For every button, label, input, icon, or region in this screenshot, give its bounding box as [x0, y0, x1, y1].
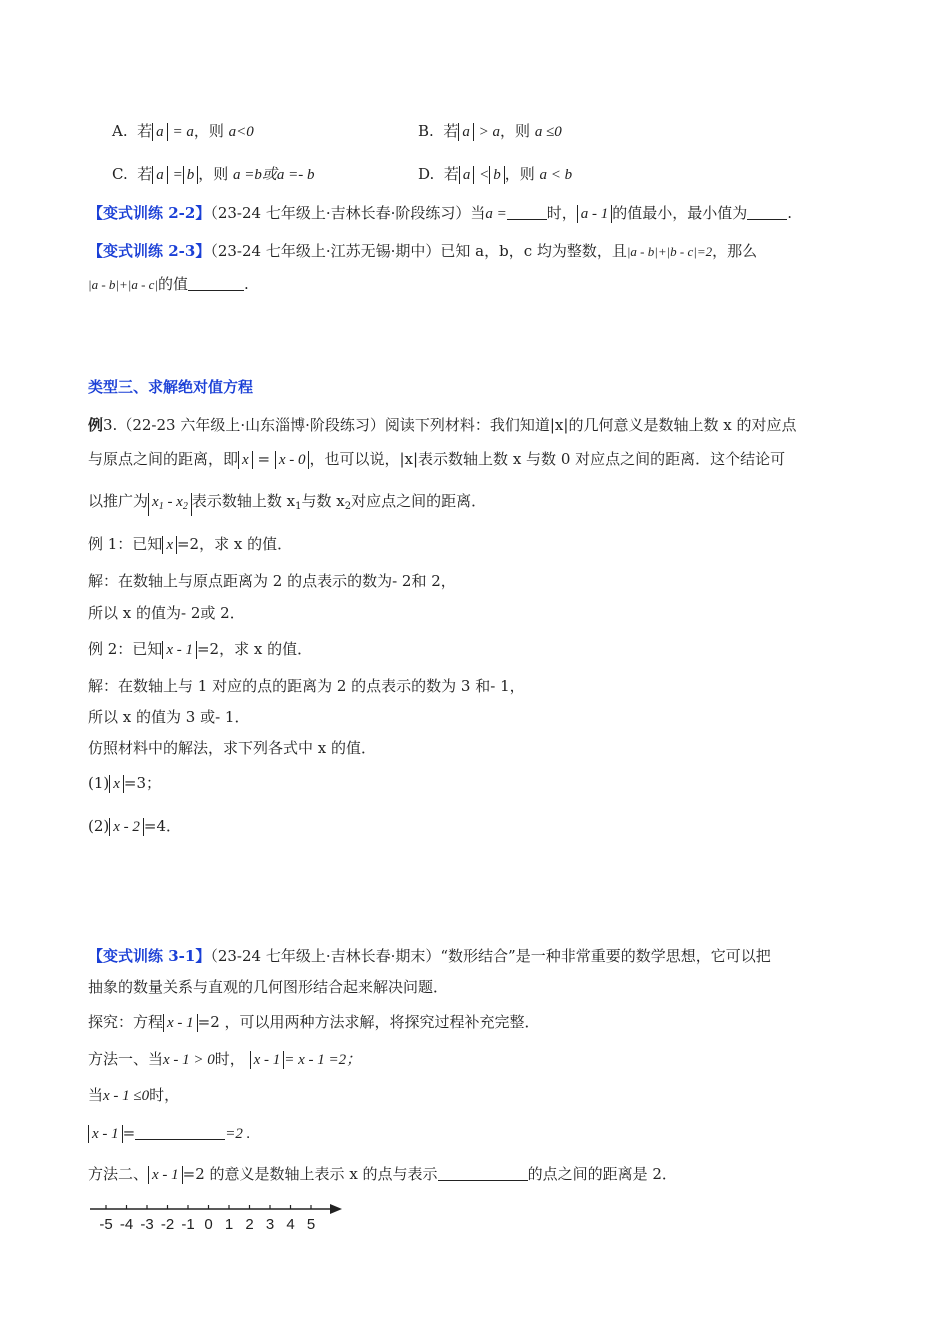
answer-blank[interactable]: [188, 274, 244, 291]
method-1: 方法一、当x - 1 > 0时， x - 1 = x - 1 =2；: [88, 1050, 362, 1068]
example-3-line-2: 与原点之间的距离，即 x = x - 0 ，也可以说，|x|表示数轴上数 x 与数 0 对应点之间的距离．这个结论可: [88, 450, 786, 468]
number-line-label: -4: [119, 1216, 134, 1233]
number-line-label: 5: [306, 1216, 316, 1233]
exercise-2-2: 【变式训练 2-2】（23-24 七年级上·吉林长春·阶段练习）当a = 时， a - 1 的值最小，最小值为 .: [88, 204, 793, 222]
option-c: C. 若 a = b ，则 a =b或a =- b: [112, 165, 315, 183]
exercise-3-1-line-3: 探究：方程 x - 1 =2 ，可以用两种方法求解，将探究过程补充完整．: [88, 1013, 540, 1031]
solution-2-conclusion: 所以 x 的值为 3 或- 1．: [88, 708, 250, 726]
answer-blank[interactable]: [135, 1123, 225, 1140]
answer-blank[interactable]: [438, 1164, 528, 1181]
exercise-2-3: 【变式训练 2-3】（23-24 七年级上·江苏无锡·期中）已知 a，b，c 均为整数，且|a - b|+|b - c|=2，那么: [88, 242, 758, 260]
exercise-3-1-line-1: 【变式训练 3-1】（23-24 七年级上·吉林长春·期末）“数形结合”是一种非常重要的数学思想，它可以把: [88, 947, 771, 965]
abs-expression: b: [183, 166, 199, 184]
number-line-label: 4: [286, 1216, 295, 1233]
exercise-tag: 【变式训练 2-2】: [88, 204, 211, 222]
number-line-label: 3: [265, 1216, 275, 1233]
abs-expression: x - 2: [109, 818, 144, 836]
method-2: 方法二、 x - 1 =2 的意义是数轴上表示 x 的点与表示 的点之间的距离是 2．: [88, 1165, 677, 1183]
abs-expression: x - 1: [163, 1014, 198, 1032]
option-a: A. 若 a = a，则 a<0: [112, 122, 254, 140]
number-line-label: 0: [204, 1216, 213, 1233]
abs-expression: x: [109, 775, 124, 793]
number-line-label: 1: [224, 1216, 234, 1233]
number-line-label: -2: [160, 1216, 175, 1233]
example-3-line-3: 以推广为 $x_1 - x_2$ 表示数轴上数 $x_1$与数 $x_2$对应点之间的距离．: [88, 490, 486, 518]
number-line-arrow: [330, 1204, 342, 1214]
number-line-label: 2: [245, 1216, 254, 1233]
abs-expression: b: [489, 166, 505, 184]
abs-expression: a: [458, 123, 474, 141]
abs-expression: a: [152, 166, 168, 184]
number-line: [88, 1199, 358, 1239]
method-1-case-2-answer: x - 1 = =2 .: [88, 1122, 250, 1145]
example-1: 例 1：已知 x =2，求 x 的值．: [88, 535, 293, 553]
question-1: (1) x =3；: [88, 774, 162, 792]
number-line-label: -5: [99, 1216, 113, 1233]
number-line-label: -1: [181, 1216, 195, 1233]
example-2: 例 2：已知 x - 1 =2，求 x 的值．: [88, 640, 313, 658]
exercise-3-1-line-2: 抽象的数量关系与直观的几何图形结合起来解决问题．: [88, 978, 449, 996]
exercise-tag: 【变式训练 3-1】: [88, 947, 211, 965]
abs-expression: a: [459, 166, 475, 184]
option-d: D. 若 a < b ，则 a < b: [418, 165, 573, 183]
solution-1: 解：在数轴上与原点距离为 2 的点表示的数为- 2和 2，: [88, 572, 456, 590]
abs-expression: a - 1: [577, 205, 613, 223]
answer-blank[interactable]: [747, 203, 787, 220]
abs-expression: x - 1: [162, 641, 197, 659]
section-title: 类型三、求解绝对值方程: [88, 378, 254, 396]
exercise-tag: 【变式训练 2-3】: [88, 242, 211, 260]
abs-expression: x - 1: [148, 1166, 183, 1184]
answer-blank[interactable]: [507, 203, 547, 220]
abs-expression: x - 1: [88, 1125, 123, 1143]
abs-expression: $x_1 - x_2$: [148, 493, 192, 516]
abs-expression: a: [152, 123, 168, 141]
option-b: B. 若 a > a，则 a ≤0: [418, 122, 562, 140]
example-3-line-1: 例3.（22-23 六年级上·山东淄博·阶段练习）阅读下列材料：我们知道|x|的几何意义是数轴上数 x 的对应点: [88, 416, 797, 434]
abs-expression: x - 1: [250, 1051, 285, 1069]
solution-2: 解：在数轴上与 1 对应的点的距离为 2 的点表示的数为 3 和- 1，: [88, 677, 525, 695]
abs-expression: x: [238, 451, 253, 469]
solution-1-conclusion: 所以 x 的值为- 2或 2．: [88, 604, 245, 622]
exercise-2-3-cont: |a - b|+|a - c|的值 .: [88, 275, 249, 293]
method-1-case-2: 当x - 1 ≤0时，: [88, 1086, 180, 1104]
instruction: 仿照材料中的解法，求下列各式中 x 的值．: [88, 739, 376, 757]
question-2: (2) x - 2 =4．: [88, 817, 182, 835]
abs-expression: x - 0: [275, 451, 310, 469]
abs-expression: x: [162, 536, 177, 554]
number-line-label: -3: [140, 1216, 154, 1233]
